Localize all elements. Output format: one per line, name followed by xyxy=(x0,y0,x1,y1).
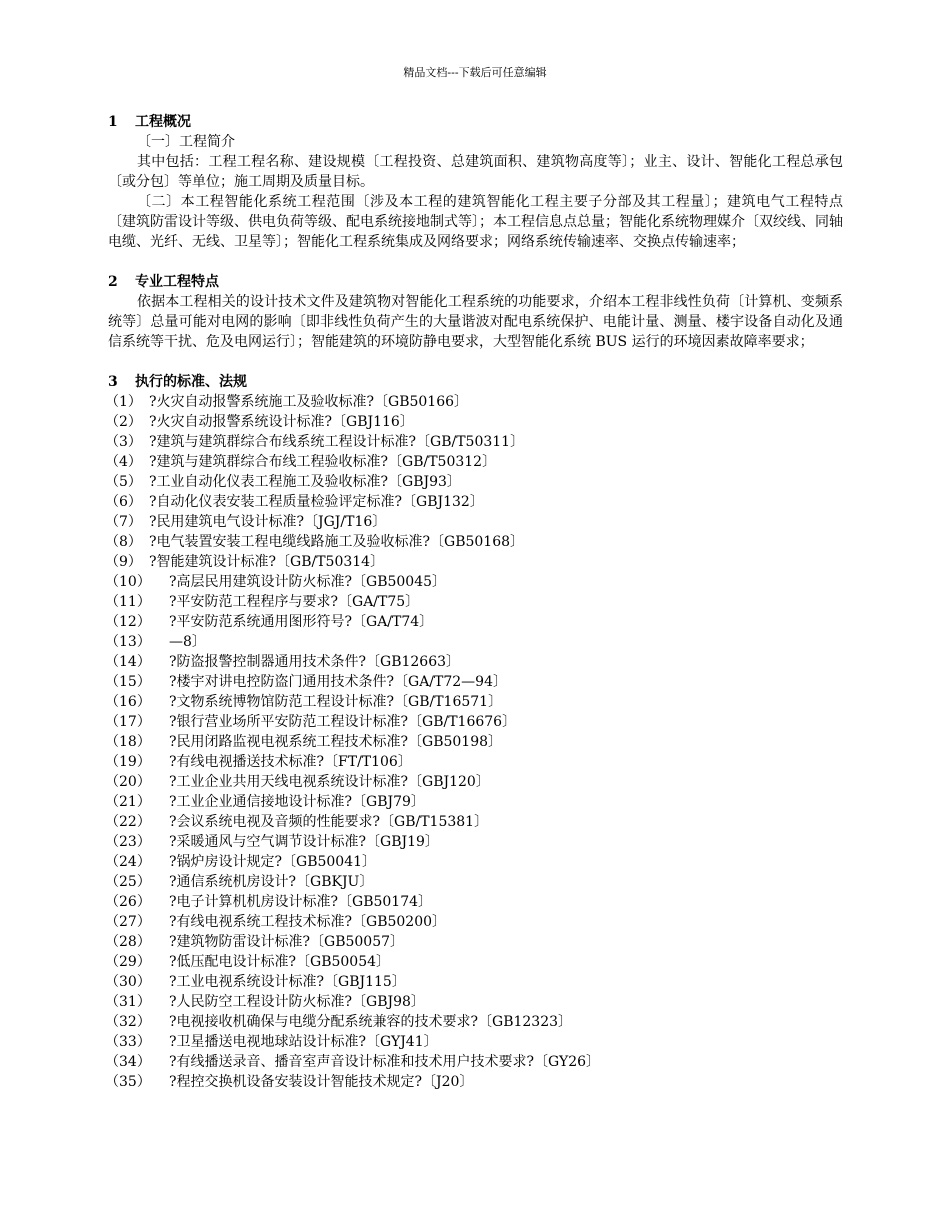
list-item-number: （2） xyxy=(105,414,142,430)
section-3-number: 3 xyxy=(108,374,118,390)
list-item-number: （32） xyxy=(105,1014,151,1030)
list-item-number: （35） xyxy=(105,1074,151,1090)
list-item-number: （21） xyxy=(105,794,151,810)
list-item xyxy=(105,1032,843,1052)
list-item-text: ?电视接收机确保与电缆分配系统兼容的技术要求?〔GB12323〕 xyxy=(169,1014,573,1030)
list-item xyxy=(105,852,843,872)
list-item-text: ?低压配电设计标准?〔GB50054〕 xyxy=(169,954,391,970)
list-item-number: （20） xyxy=(105,774,151,790)
list-item-text: ?有线播送录音、播音室声音设计标准和技术用户技术要求?〔GY26〕 xyxy=(169,1054,601,1070)
list-item xyxy=(105,592,843,612)
list-item-text: ?有线电视播送技术标准?〔FT/T106〕 xyxy=(169,754,412,770)
list-item-text: ?自动化仪表安装工程质量检验评定标准?〔GBJ132〕 xyxy=(149,494,484,510)
list-item-text: ?防盗报警控制器通用技术条件?〔GB12663〕 xyxy=(169,654,461,670)
section-1-paragraph-1: 其中包括：工程工程名称、建设规模〔工程投资、总建筑面积、建筑物高度等〕；业主、设计、智能化工程总承包〔或分包〕等单位；施工周期及质量目标。 xyxy=(108,154,843,190)
list-item-number: （11） xyxy=(105,594,151,610)
list-item-number: （1） xyxy=(105,394,142,410)
list-item-text: —8〕 xyxy=(169,634,206,650)
list-item xyxy=(105,792,843,812)
list-item-text: ?锅炉房设计规定?〔GB50041〕 xyxy=(169,854,377,870)
list-item-number: （9） xyxy=(105,554,142,570)
list-item xyxy=(105,892,843,912)
section-2-title: 专业工程特点 xyxy=(135,274,219,290)
section-1-heading xyxy=(108,112,843,132)
list-item xyxy=(105,532,843,552)
list-item-text: ?建筑与建筑群综合布线系统工程设计标准?〔GB/T50311〕 xyxy=(149,434,525,450)
list-item-number: （3） xyxy=(105,434,142,450)
section-2-number: 2 xyxy=(108,274,118,290)
list-item-text: ?会议系统电视及音频的性能要求?〔GB/T15381〕 xyxy=(169,814,489,830)
list-item xyxy=(105,732,843,752)
list-item xyxy=(105,812,843,832)
list-item-number: （12） xyxy=(105,614,151,630)
section-3-heading xyxy=(108,372,843,392)
list-item-text: ?楼宇对讲电控防盗门通用技术条件?〔GA/T72—94〕 xyxy=(169,674,507,690)
list-item xyxy=(105,552,843,572)
list-item-number: （22） xyxy=(105,814,151,830)
list-item-number: （8） xyxy=(105,534,142,550)
list-item xyxy=(105,652,843,672)
list-item-text: ?人民防空工程设计防火标准?〔GBJ98〕 xyxy=(169,994,425,1010)
standards-list xyxy=(105,392,843,1092)
list-item xyxy=(105,992,843,1012)
list-item xyxy=(105,432,843,452)
list-item xyxy=(105,472,843,492)
list-item xyxy=(105,412,843,432)
list-item-text: ?民用闭路监视电视系统工程技术标准?〔GB50198〕 xyxy=(169,734,503,750)
list-item xyxy=(105,1052,843,1072)
page-header: 精品文档---下载后可任意编辑 xyxy=(403,66,547,79)
list-item-text: ?电气装置安装工程电缆线路施工及验收标准?〔GB50168〕 xyxy=(149,534,525,550)
list-item-text: ?工业电视系统设计标准?〔GBJ115〕 xyxy=(169,974,406,990)
list-item-number: （4） xyxy=(105,454,142,470)
list-item xyxy=(105,832,843,852)
list-item xyxy=(105,1012,843,1032)
section-3-title: 执行的标准、法规 xyxy=(135,374,247,390)
section-1-subheading: 〔一〕工程简介 xyxy=(137,134,235,150)
list-item-number: （13） xyxy=(105,634,151,650)
list-item xyxy=(105,572,843,592)
list-item xyxy=(105,1072,843,1092)
list-item xyxy=(105,612,843,632)
list-item-text: ?平安防范系统通用图形符号?〔GA/T74〕 xyxy=(169,614,434,630)
list-item xyxy=(105,932,843,952)
list-item-number: （26） xyxy=(105,894,151,910)
list-item-number: （17） xyxy=(105,714,151,730)
section-2-heading xyxy=(108,272,843,292)
list-item xyxy=(105,392,843,412)
list-item-text: ?文物系统博物馆防范工程设计标准?〔GB/T16571〕 xyxy=(169,694,503,710)
list-item-text: ?民用建筑电气设计标准?〔JGJ/T16〕 xyxy=(149,514,387,530)
list-item-number: （6） xyxy=(105,494,142,510)
list-item-text: ?电子计算机机房设计标准?〔GB50174〕 xyxy=(169,894,433,910)
list-item xyxy=(105,632,843,652)
list-item-number: （29） xyxy=(105,954,151,970)
list-item xyxy=(105,492,843,512)
list-item-text: ?建筑与建筑群综合布线工程验收标准?〔GB/T50312〕 xyxy=(149,454,497,470)
list-item-text: ?采暖通风与空气调节设计标准?〔GBJ19〕 xyxy=(169,834,439,850)
section-1-title: 工程概况 xyxy=(135,114,191,130)
list-item-text: ?平安防范工程程序与要求?〔GA/T75〕 xyxy=(169,594,420,610)
list-item-text: ?火灾自动报警系统设计标准?〔GBJ116〕 xyxy=(149,414,414,430)
list-item xyxy=(105,692,843,712)
list-item-number: （25） xyxy=(105,874,151,890)
list-item-text: ?高层民用建筑设计防火标准?〔GB50045〕 xyxy=(169,574,447,590)
list-item xyxy=(105,752,843,772)
list-item-text: ?银行营业场所平安防范工程设计标准?〔GB/T16676〕 xyxy=(169,714,517,730)
list-item xyxy=(105,772,843,792)
list-item-number: （16） xyxy=(105,694,151,710)
list-item-number: （7） xyxy=(105,514,142,530)
list-item xyxy=(105,952,843,972)
list-item-text: ?卫星播送电视地球站设计标准?〔GYJ41〕 xyxy=(169,1034,438,1050)
list-item-number: （10） xyxy=(105,574,151,590)
list-item-number: （33） xyxy=(105,1034,151,1050)
section-1-paragraph-2: 〔二〕本工程智能化系统工程范围〔涉及本工程的建筑智能化工程主要子分部及其工程量〕；建筑电气工程特点〔建筑防雷设计等级、供电负荷等级、配电系统接地制式等〕；本工程信息点总量；智能化系统物理媒介〔双绞线、同轴电缆、光纤、无线、卫星等〕；智能化工程系统集成及网络要求；网络系统传输速率、交换点传输速率； xyxy=(108,194,843,250)
list-item-text: ?智能建筑设计标准?〔GB/T50314〕 xyxy=(149,554,385,570)
list-item xyxy=(105,972,843,992)
list-item xyxy=(105,712,843,732)
spacer xyxy=(108,352,843,372)
list-item-number: （14） xyxy=(105,654,151,670)
section-1-number: 1 xyxy=(108,114,118,130)
list-item-number: （27） xyxy=(105,914,151,930)
document-body xyxy=(105,112,843,1092)
spacer xyxy=(108,252,843,272)
list-item-text: ?工业自动化仪表工程施工及验收标准?〔GBJ93〕 xyxy=(149,474,461,490)
list-item-number: （34） xyxy=(105,1054,151,1070)
list-item-number: （5） xyxy=(105,474,142,490)
list-item-number: （15） xyxy=(105,674,151,690)
list-item-number: （30） xyxy=(105,974,151,990)
list-item xyxy=(105,872,843,892)
list-item-number: （18） xyxy=(105,734,151,750)
list-item-number: （23） xyxy=(105,834,151,850)
list-item xyxy=(105,512,843,532)
list-item xyxy=(105,912,843,932)
section-2-paragraph: 依据本工程相关的设计技术文件及建筑物对智能化工程系统的功能要求，介绍本工程非线性负荷〔计算机、变频系统等〕总量可能对电网的影响〔即非线性负荷产生的大量谐波对配电系统保护、电能计量、测量、楼宇设备自动化及通信系统等干扰、危及电网运行〕；智能建筑的环境防静电要求，大型智能化系统 BUS 运行的环境因素故障率要求； xyxy=(108,294,843,350)
list-item-number: （28） xyxy=(105,934,151,950)
list-item-text: ?火灾自动报警系统施工及验收标准?〔GB50166〕 xyxy=(149,394,469,410)
list-item-text: ?建筑物防雷设计标准?〔GB50057〕 xyxy=(169,934,405,950)
list-item-number: （24） xyxy=(105,854,151,870)
list-item xyxy=(105,452,843,472)
list-item-text: ?通信系统机房设计?〔GBKJU〕 xyxy=(169,874,374,890)
list-item-text: ?工业企业通信接地设计标准?〔GBJ79〕 xyxy=(169,794,425,810)
list-item-text: ?工业企业共用天线电视系统设计标准?〔GBJ120〕 xyxy=(169,774,490,790)
list-item xyxy=(105,672,843,692)
list-item-text: ?程控交换机设备安装设计智能技术规定?〔J20〕 xyxy=(169,1074,474,1090)
list-item-number: （19） xyxy=(105,754,151,770)
list-item-number: （31） xyxy=(105,994,151,1010)
list-item-text: ?有线电视系统工程技术标准?〔GB50200〕 xyxy=(169,914,447,930)
